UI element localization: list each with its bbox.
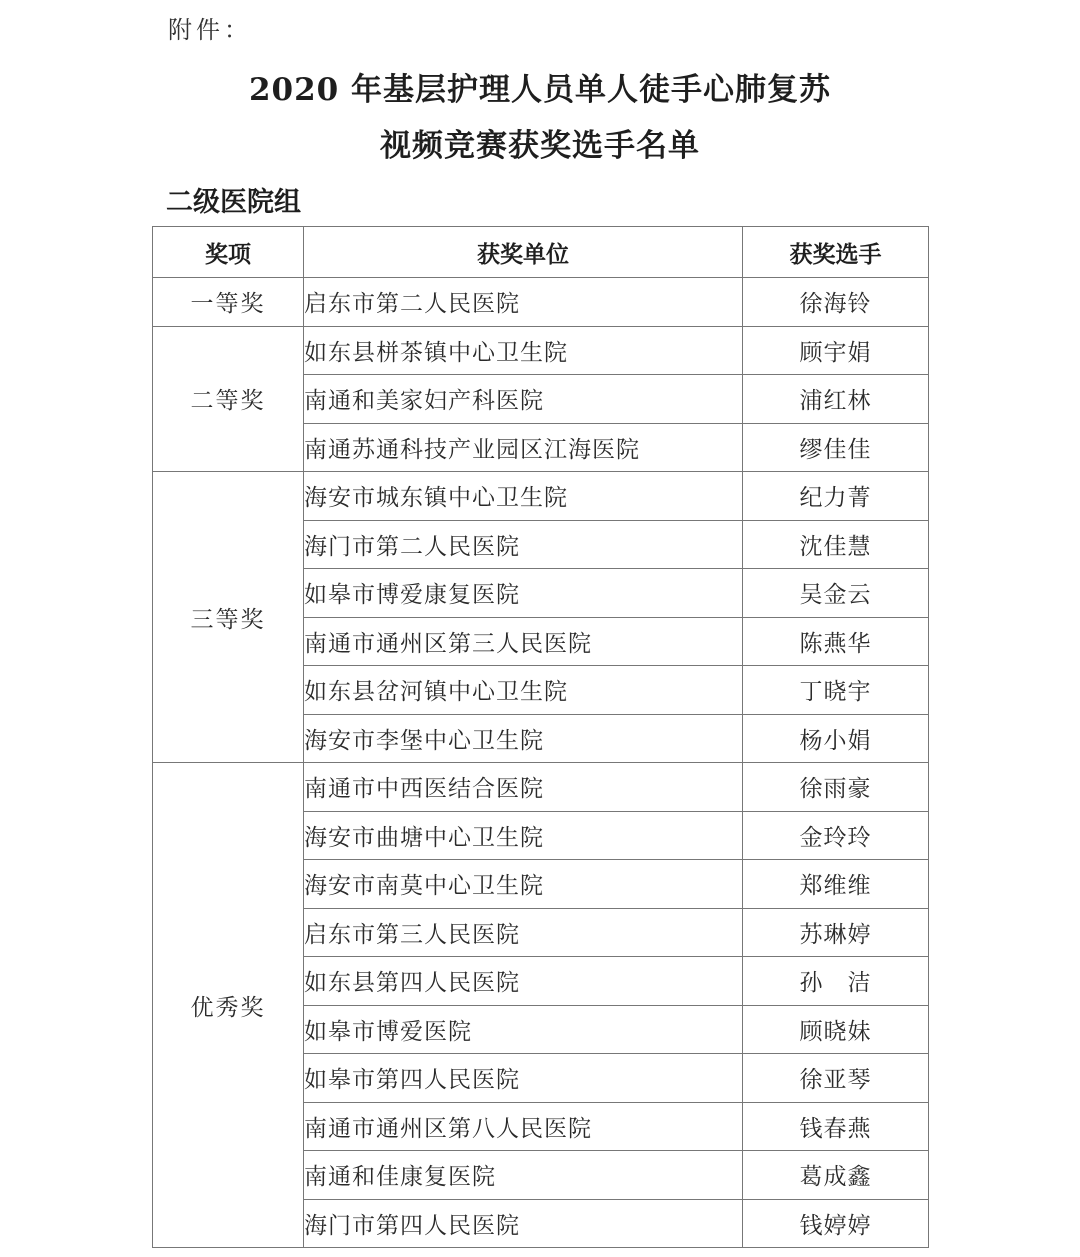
group-heading: 二级医院组 (166, 187, 301, 218)
unit-cell: 海安市李堡中心卫生院 (304, 714, 743, 763)
unit-cell: 启东市第二人民医院 (304, 278, 743, 327)
awards-table-body (153, 278, 929, 1248)
winner-cell: 郑维维 (743, 860, 929, 909)
winner-cell: 杨小娟 (743, 714, 929, 763)
winner-cell: 丁晓宇 (743, 666, 929, 715)
winner-cell: 徐亚琴 (743, 1054, 929, 1103)
unit-cell: 如东县栟茶镇中心卫生院 (304, 326, 743, 375)
unit-cell: 海安市城东镇中心卫生院 (304, 472, 743, 521)
unit-cell: 海门市第四人民医院 (304, 1199, 743, 1248)
winner-cell: 缪佳佳 (743, 423, 929, 472)
winner-cell: 孙 洁 (743, 957, 929, 1006)
unit-cell: 海安市南莫中心卫生院 (304, 860, 743, 909)
unit-cell: 如东县第四人民医院 (304, 957, 743, 1006)
unit-cell: 如皋市第四人民医院 (304, 1054, 743, 1103)
document-title-line2: 视频竞赛获奖选手名单 (380, 128, 700, 164)
winner-cell: 钱春燕 (743, 1102, 929, 1151)
table-row (153, 472, 929, 521)
winner-cell: 吴金云 (743, 569, 929, 618)
attachment-label: 附件： (168, 16, 252, 44)
unit-cell: 南通市中西医结合医院 (304, 763, 743, 812)
award-level-cell: 三等奖 (153, 472, 304, 763)
table-row (153, 763, 929, 812)
document-title-line1: 2020 年基层护理人员单人徒手心肺复苏 (248, 72, 832, 108)
winner-cell: 浦红林 (743, 375, 929, 424)
winner-cell: 葛成鑫 (743, 1151, 929, 1200)
unit-cell: 南通市通州区第八人民医院 (304, 1102, 743, 1151)
winner-cell: 苏琳婷 (743, 908, 929, 957)
unit-cell: 启东市第三人民医院 (304, 908, 743, 957)
award-level-cell: 二等奖 (153, 326, 304, 472)
winner-cell: 金玲玲 (743, 811, 929, 860)
unit-cell: 如皋市博爱康复医院 (304, 569, 743, 618)
unit-cell: 南通苏通科技产业园区江海医院 (304, 423, 743, 472)
column-header-award: 奖项 (153, 227, 304, 278)
award-level-cell: 一等奖 (153, 278, 304, 327)
unit-cell: 如皋市博爱医院 (304, 1005, 743, 1054)
unit-cell: 南通市通州区第三人民医院 (304, 617, 743, 666)
unit-cell: 海门市第二人民医院 (304, 520, 743, 569)
winner-cell: 徐雨豪 (743, 763, 929, 812)
winner-cell: 沈佳慧 (743, 520, 929, 569)
award-level-cell: 优秀奖 (153, 763, 304, 1248)
winner-cell: 顾晓妹 (743, 1005, 929, 1054)
unit-cell: 如东县岔河镇中心卫生院 (304, 666, 743, 715)
table-row (153, 278, 929, 327)
winner-cell: 纪力菁 (743, 472, 929, 521)
unit-cell: 海安市曲塘中心卫生院 (304, 811, 743, 860)
unit-cell: 南通和美家妇产科医院 (304, 375, 743, 424)
awards-table (152, 226, 929, 1248)
winner-cell: 徐海铃 (743, 278, 929, 327)
table-header-row (153, 227, 929, 278)
column-header-unit: 获奖单位 (304, 227, 743, 278)
winner-cell: 顾宇娟 (743, 326, 929, 375)
winner-cell: 陈燕华 (743, 617, 929, 666)
column-header-winner: 获奖选手 (743, 227, 929, 278)
unit-cell: 南通和佳康复医院 (304, 1151, 743, 1200)
table-row (153, 326, 929, 375)
winner-cell: 钱婷婷 (743, 1199, 929, 1248)
